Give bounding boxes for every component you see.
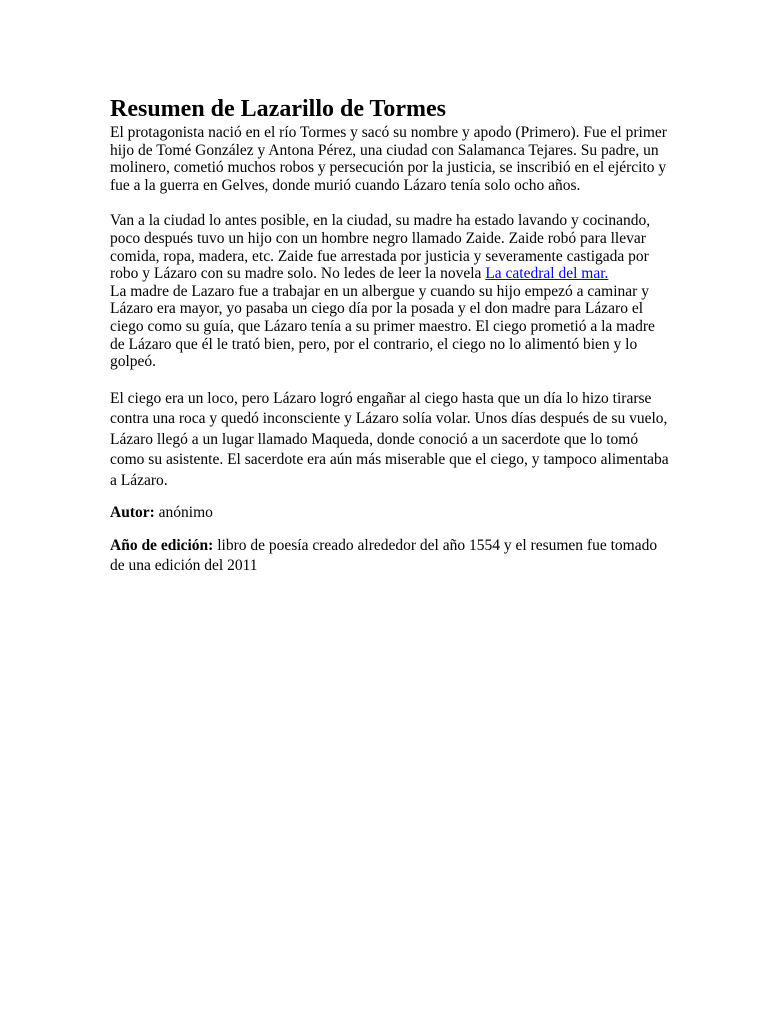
paragraph-spacer	[110, 194, 670, 212]
author-value: anónimo	[154, 504, 213, 522]
paragraph-spacer	[110, 491, 670, 503]
author-line	[110, 503, 670, 524]
paragraph-city-text: Van a la ciudad lo antes posible, en la ciudad, su madre ha estado lavando y cocinando, poco después tuvo un hijo con un hombre negro llamado Zaide. Zaide robó para llevar comida, ropa, madera, etc. Zaide fue arrestada por justicia y severamente castigada por robo y Lázaro con su madre solo. No ledes de leer la novela	[110, 212, 651, 283]
paragraph-blind-man: El ciego era un loco, pero Lázaro logró engañar al ciego hasta que un día lo hizo tirarse contra una roca y quedó inconsciente y Lázaro solía volar. Unos días después de su vuelo, Lázaro llegó a un lugar llamado Maqueda, donde conoció a un sacerdote que lo tomó como su asistente. El sacerdote era aún más miserable que el ciego, y tampoco alimentaba a Lázaro.	[110, 389, 669, 489]
paragraph-spacer	[110, 371, 670, 389]
paragraph-mother: La madre de Lazaro fue a trabajar en un albergue y cuando su hijo empezó a caminar y Lázaro era mayor, yo pasaba un ciego día por la posada y el don madre para Lázaro el ciego como su guía, que Lázaro tenía a su primer maestro. El ciego prometió a la madre de Lázaro que él le trató bien, pero, por el contrario, el ciego no lo alimentó bien y lo golpeó.	[110, 282, 655, 371]
novel-link[interactable]: La catedral del mar.	[485, 265, 609, 283]
author-label: Autor:	[110, 504, 155, 522]
paragraph-birth: El protagonista nació en el río Tormes y sacó su nombre y apodo (Primero). Fue el primer hijo de Tomé González y Antona Pérez, una ciudad con Salamanca Tejares. Su padre, un molinero, cometió muchos robos y persecución por la justicia, se inscribió en el ejército y fue a la guerra en Gelves, donde murió cuando Lázaro tenía solo ocho años.	[110, 124, 667, 194]
edition-line	[110, 536, 670, 577]
paragraph-spacer	[110, 524, 670, 536]
document-page	[110, 94, 670, 577]
edition-label: Año de edición:	[110, 536, 214, 554]
paragraph-city	[110, 212, 670, 282]
edition-value: libro de poesía creado alrededor del año 1554 y el resumen fue tomado de una edición del 2011	[110, 536, 658, 575]
document-title: Resumen de Lazarillo de Tormes	[110, 96, 446, 122]
